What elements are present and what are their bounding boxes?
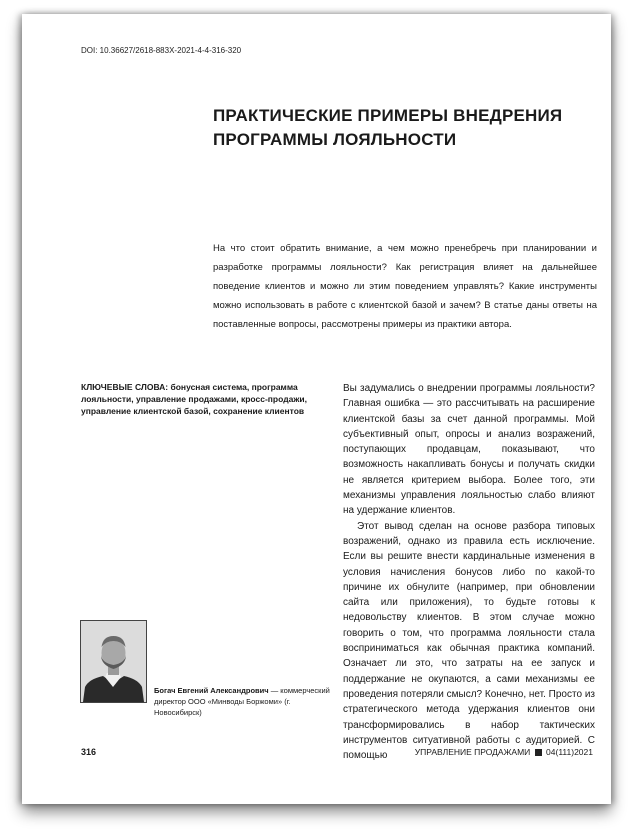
square-separator-icon [535,749,542,756]
abstract: На что стоит обратить внимание, а чем можно пренебречь при планировании и разработке программы лояльности? Как регистрация влияет на дальнейшее поведение клиентов и можно ли этим поведением управлять? Какие инструменты можно использовать в работе с клиентской базой и зачем? В статье даны ответы на поставленные вопросы, рассмотрены примеры из практики автора. [213,243,597,330]
article-body [343,381,595,763]
title-line-1: ПРАКТИЧЕСКИЕ ПРИМЕРЫ ВНЕДРЕНИЯ [213,106,563,125]
keywords-text: бонусная система, программа лояльности, управление продажами, кросс-продажи, управление клиентской базой, сохранение клиентов [81,382,307,416]
journal-page [22,14,611,804]
doi: DOI: 10.36627/2618-883X-2021-4-4-316-320 [81,46,242,55]
body-paragraph-1: Вы задумались о внедрении программы лояльности? Главная ошибка — это рассчитывать на расширение клиентской базы за счет данной программы. Мой субъективный опыт, опросы и анализ возражений, поступающих продавцам, показывают, что возможность накапливать бонусы и получать скидки не является критерием выбора. Более того, эти механизмы управления лояльностью слабо влияют на удержание клиентов. [343,383,595,517]
article-title [213,104,593,152]
title-line-2: ПРОГРАММЫ ЛОЯЛЬНОСТИ [213,130,457,149]
author-info [154,685,339,718]
author-portrait-icon [81,621,146,702]
body-paragraph-2: Этот вывод сделан на основе разбора типовых возражений, однако из правила есть исключение. Если вы решите внести кардинальные изменения в условия начисления бонусов либо по какой-то причине их обнулите (например, при обновлении сайта или приложения), то будьте готовы к недовольству клиентов. В этом случае можно говорить о том, что программа лояльности стала восприниматься как обычная практика компаний. Означает ли это, что затраты на ее запуск и поддержание не окупаются, а сами механизмы ее проведения потеряли смысл? Конечно, нет. Просто из стратегического метода удержания клиентов они трансформировались в набор тактических инструментов ситуативной работы с аудиторией. С помощью [343,520,595,762]
author-description: — коммерческий директор ООО «Минводы Боржоми» (г. Новосибирск) [154,686,330,717]
keywords [81,381,321,417]
journal-footer [415,747,593,757]
page-number: 316 [81,747,97,757]
author-photo [80,620,147,703]
journal-name: УПРАВЛЕНИЕ ПРОДАЖАМИ [414,747,531,757]
keywords-label: КЛЮЧЕВЫЕ СЛОВА: [81,382,169,392]
author-name: Богач Евгений Александрович [154,686,269,695]
journal-issue: 04(111)2021 [546,747,593,757]
